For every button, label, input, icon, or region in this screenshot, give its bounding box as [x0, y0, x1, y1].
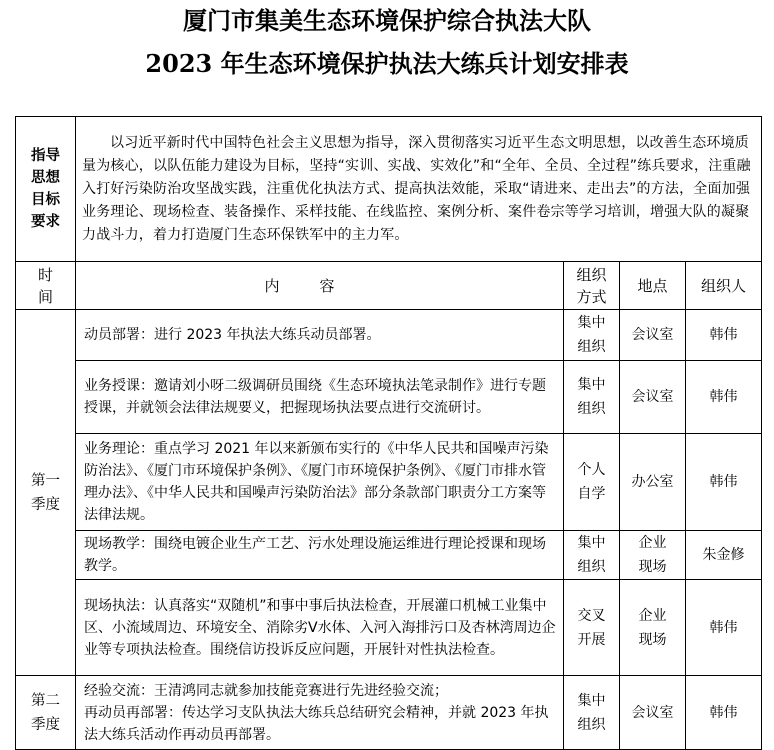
- content-cell: 经验交流：王清鸿同志就参加技能竞赛进行先进经验交流； 再动员再部署：传达学习支队执法大练兵总结研究会精神，并就 2023 年执法大练兵活动作再动员再部署。: [76, 676, 564, 750]
- place-cell: 企业 现场: [620, 531, 686, 580]
- header-mode: 组织 方式: [564, 262, 620, 310]
- mode-cell: 集中 组织: [564, 676, 620, 750]
- content-cell: 现场执法：认真落实“双随机”和事中事后执法检查，开展灌口机械工业集中区、小流域周边、环境安全、消除劣Ⅴ水体、入河入海排污口及杏林湾周边企业等专项执法检查。围绕信访投诉反应问题，开展针对性执法检查。: [76, 580, 564, 676]
- organizer-cell: 韩伟: [686, 434, 762, 531]
- guide-text: 以习近平新时代中国特色社会主义思想为指导，深入贯彻落实习近平生态文明思想，以改善生态环境质量为核心，以队伍能力建设为目标，坚持“实训、实战、实效化”和“全年、全员、全过程”练兵要求，注重融入打好污染防治攻坚战实践，注重优化执法方式、提高执法效能，采取“请进来、走出去”的方法，全面加强业务理论、现场检查、装备操作、采样技能、在线监控、案例分析、案件卷宗等学习培训，增强大队的凝聚力战斗力，着力打造厦门生态环保铁军中的主力军。: [76, 117, 762, 262]
- header-place: 地点: [620, 262, 686, 310]
- page-title: 厦门市集美生态环境保护综合执法大队: [183, 6, 591, 35]
- guide-label: 指导 思想 目标 要求: [16, 117, 76, 262]
- table-row: [16, 676, 762, 750]
- table-row: [16, 580, 762, 676]
- place-cell: 会议室: [620, 676, 686, 750]
- period-q1: 第一 季度: [16, 310, 76, 676]
- plan-table: [15, 116, 762, 750]
- mode-cell: 集中 组织: [564, 361, 620, 434]
- organizer-cell: 朱金修: [686, 531, 762, 580]
- table-row: [16, 531, 762, 580]
- content-cell: 业务理论：重点学习 2021 年以来新颁布实行的《中华人民共和国噪声污染防治法》、《厦门市环境保护条例》、《厦门市环境保护条例》、《厦门市排水管理办法》、《中华人民共和国噪声污染防治法》部分条款部门职责分工方案等法律法规。: [76, 434, 564, 531]
- content-cell: 现场教学：围绕电镀企业生产工艺、污水处理设施运维进行理论授课和现场教学。: [76, 531, 564, 580]
- period-q2: 第二 季度: [16, 676, 76, 750]
- table-row: [16, 310, 762, 361]
- content-cell: 业务授课：邀请刘小呀二级调研员围绕《生态环境执法笔录制作》进行专题授课，并就领会法律法规要义，把握现场执法要点进行交流研讨。: [76, 361, 564, 434]
- organizer-cell: 韩伟: [686, 676, 762, 750]
- organizer-cell: 韩伟: [686, 361, 762, 434]
- table-row: [16, 434, 762, 531]
- place-cell: 会议室: [620, 310, 686, 361]
- place-cell: 会议室: [620, 361, 686, 434]
- page-subtitle: 2023 年生态环境保护执法大练兵计划安排表: [145, 49, 629, 78]
- organizer-cell: 韩伟: [686, 310, 762, 361]
- header-organizer: 组织人: [686, 262, 762, 310]
- mode-cell: 集中 组织: [564, 310, 620, 361]
- mode-cell: 交叉 开展: [564, 580, 620, 676]
- place-cell: 企业 现场: [620, 580, 686, 676]
- content-cell: 动员部署：进行 2023 年执法大练兵动员部署。: [76, 310, 564, 361]
- mode-cell: 个人 自学: [564, 434, 620, 531]
- header-time: 时 间: [16, 262, 76, 310]
- mode-cell: 集中 组织: [564, 531, 620, 580]
- guide-row: [16, 117, 762, 262]
- table-row: [16, 361, 762, 434]
- place-cell: 办公室: [620, 434, 686, 531]
- header-content: 内容: [76, 262, 564, 310]
- organizer-cell: 韩伟: [686, 580, 762, 676]
- header-row: [16, 262, 762, 310]
